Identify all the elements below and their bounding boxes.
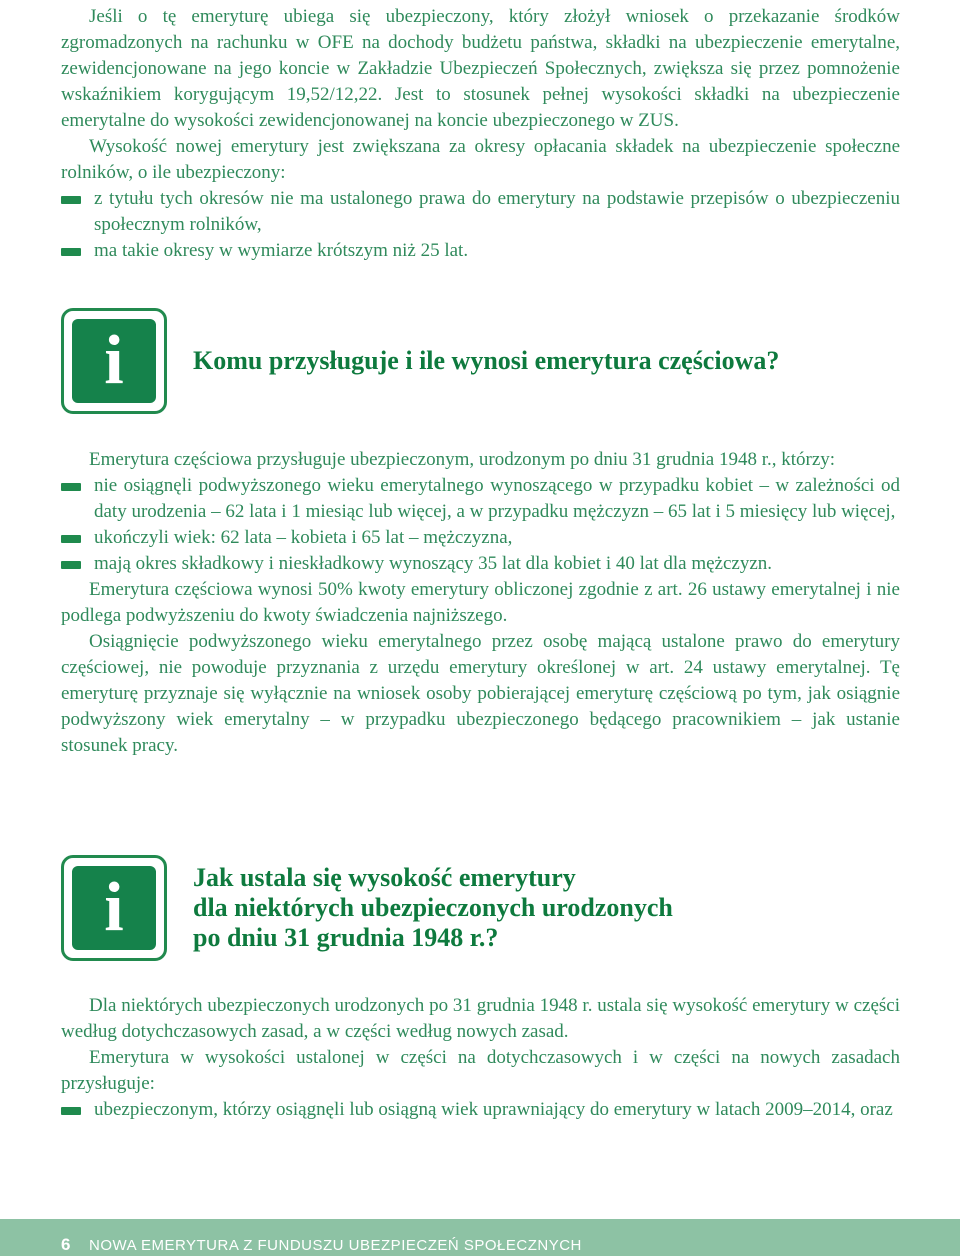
bullet-marker [61,196,81,204]
bullet-marker [61,561,81,569]
info-icon [61,855,167,961]
page-number: 6 [61,1235,71,1254]
paragraph: Dla niektórych ubezpieczonych urodzonych po 31 grudnia 1948 r. ustala się wysokość emerytury w części według dotychczasowych zasad, a w części według nowych zasad. [61,995,900,1042]
section-heading-pension-calculation [61,855,673,961]
page-footer [0,1219,960,1256]
list-item-text: nie osiągnęli podwyższonego wieku emerytalnego wynoszącego w przypadku kobiet – w zależności od daty urodzenia – 62 lata i 1 miesiąc lub więcej, a w przypadku mężczyzn – 65 lat i 5 miesięcy lub więcej, [94,475,900,522]
list-item-text: ubezpieczonym, którzy osiągnęli lub osiągną wiek uprawniający do emerytury w latach 2009–2014, oraz [94,1099,893,1120]
info-icon [61,308,167,414]
section-title: Komu przysługuje i ile wynosi emerytura częściowa? [193,346,780,375]
paragraph: Emerytura w wysokości ustalonej w części na dotychczasowych i w części na nowych zasadach przysługuje: [61,1047,900,1094]
paragraph: Emerytura częściowa wynosi 50% kwoty emerytury obliczonej zgodnie z art. 26 ustawy emerytalnej i nie podlega podwyższeniu do kwoty świadczenia najniższego. [61,579,900,626]
list-item [61,551,900,577]
section-title-line: Jak ustala się wysokość emerytury [193,863,576,892]
list-item [61,1097,900,1123]
info-icon-letter: i [72,866,156,950]
paragraph: Jeśli o tę emeryturę ubiega się ubezpieczony, który złożył wniosek o przekazanie środków zgromadzonych na rachunku w OFE na dochody budżetu państwa, składki na ubezpieczenie emerytalne, zewidencjonowane na jego koncie w Zakładzie Ubezpieczeń Społecznych, zwiększa się przez pomnożenie wskaźnikiem korygującym 19,52/12,22. Jest to stosunek pełnej wysokości składki na ubezpieczenie emerytalne do wysokości zewidencjonowanej na koncie ubezpieczonego w ZUS. [61,6,900,131]
list-item [61,473,900,525]
intro-block [61,4,900,264]
section-title-line: dla niektórych ubezpieczonych urodzonych [193,893,673,922]
bullet-marker [61,1107,81,1115]
paragraph: Emerytura częściowa przysługuje ubezpieczonym, urodzonym po dniu 31 grudnia 1948 r., którzy: [89,449,836,470]
list-item [61,238,900,264]
paragraph: Wysokość nowej emerytury jest zwiększana za okresy opłacania składek na ubezpieczenie społeczne rolników, o ile ubezpieczony: [61,136,900,183]
list-item [61,186,900,238]
section-body-pension-calculation [61,993,900,1123]
list-item [61,525,900,551]
list-item-text: ukończyli wiek: 62 lata – kobieta i 65 lat – mężczyzna, [94,527,513,548]
bullet-marker [61,248,81,256]
list-item-text: mają okres składkowy i nieskładkowy wynoszący 35 lat dla kobiet i 40 lat dla mężczyzn. [94,553,773,574]
footer-title: NOWA EMERYTURA Z FUNDUSZU UBEZPIECZEŃ SPOŁECZNYCH [89,1237,582,1254]
bullet-marker [61,535,81,543]
info-icon-letter: i [72,319,156,403]
paragraph: Osiągnięcie podwyższonego wieku emerytalnego przez osobę mającą ustalone prawo do emerytury częściowej, nie powoduje przyznania z urzędu emerytury określonej w art. 24 ustawy emerytalnej. Tę emeryturę przyznaje się wyłącznie na wniosek osoby pobierającej emeryturę częściową po tym, jak osiągnie podwyższony wiek emerytalny – w przypadku ubezpieczonego będącego pracownikiem – jak ustanie stosunek pracy. [61,631,900,756]
section-title-line: po dniu 31 grudnia 1948 r.? [193,923,499,952]
section-body-partial-pension [61,447,900,759]
section-heading-partial-pension [61,308,779,414]
list-item-text: ma takie okresy w wymiarze krótszym niż 25 lat. [94,240,469,261]
bullet-marker [61,483,81,491]
section-title [193,863,673,953]
list-item-text: z tytułu tych okresów nie ma ustalonego prawa do emerytury na podstawie przepisów o ubezpieczeniu społecznym rolników, [94,188,900,235]
